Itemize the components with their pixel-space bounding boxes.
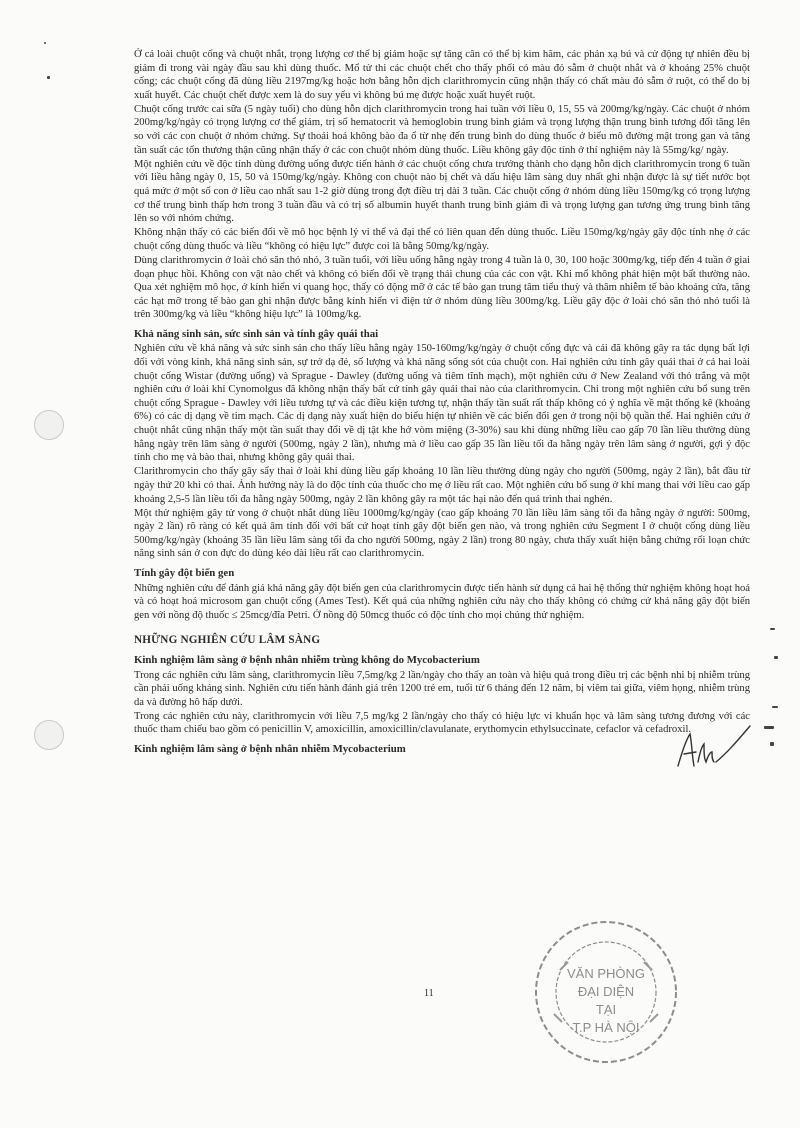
document-body (134, 48, 750, 758)
stamp-line: VĂN PHÒNG (566, 966, 646, 981)
subsection-heading-mycobacterium: Kinh nghiệm lâm sàng ở bệnh nhân nhiễm Mycobacterium (134, 743, 406, 755)
scan-speck (770, 742, 774, 746)
section-heading-clinical: NHỮNG NGHIÊN CỨU LÂM SÀNG (134, 634, 321, 647)
paragraph: Những nghiên cứu để đánh giá khả năng gây đột biến gen của clarithromycin được tiến hành sử dụng cả hai hệ thống thử nghiệm không hoạt hoá và có hoạt hoá microsom gan chuột cống (Ames Test). Kết quả của những nghiên cứu này cho thấy không có chứng cứ khả năng gây đột biến gen với nồng độ thuốc ≤ 25mcg/đĩa Petri. Ở nồng độ 50mcg thuốc có độc tính cho mọi chủng thử nghiệm. (134, 582, 750, 621)
office-stamp (532, 918, 680, 1066)
paragraph: Dùng clarithromycin ở loài chó săn thỏ nhỏ, 3 tuần tuổi, với liều uống hằng ngày trong 4 tuần là 0, 30, 100 hoặc 300mg/kg, tiếp đến 4 tuần ở giai đoạn phục hồi. Không con vật nào chết và không có biến đổi về trạng thái chung của các con vật. Khi mổ không phát hiện một bất thường nào. Qua xét nghiệm mô học, ở kính hiển vi quang học, thấy có động mỡ ở các tế bào gan trung tâm tiểu thuỳ và thâm nhiễm tế bào khoảng cửa, tăng các hạt mỡ trong tế bào gan ghi nhận được bằng kính hiển vi điện tử ở nhóm dùng liều 300mg/kg. Liều gây độc ở loài chó săn thỏ nhỏ tuổi là trên 300mg/kg và liều “không hiệu lực” là 100mg/kg. (134, 254, 750, 321)
paragraph: Trong các nghiên cứu này, clarithromycin với liều 7,5 mg/kg 2 lần/ngày cho thấy có hiệu lực vi khuẩn học và lâm sàng tương đương với các thuốc tham chiếu bao gồm có penicillin V, amoxicillin, amoxicillin/clavulanate, erythomycin ethylsuccinate, cefaclor và cefadroxil. (134, 710, 750, 736)
paragraph: Một nghiên cứu về độc tính dùng đường uống được tiến hành ở các chuột cống chưa trưởng thành cho dạng hỗn dịch clarithromycin trong 6 tuần với liều hằng ngày 0, 15, 50 và 150mg/kg/ngày. Không con chuột nào bị chết và dấu hiệu lâm sàng duy nhất ghi nhận được là sự tiết nước bọt quá mức ở một số con ở liều cao nhất sau 1-2 giờ dùng trong đợt điều trị dài 3 tuần. Các chuột cống ở nhóm dùng liều 150mg/kg có trọng lượng cơ thể trung bình thấp hơn trong 3 tuần đầu và có trị số albumin huyết thanh trung bình giảm đi và trọng lượng gan tương ứng trung bình tăng lên so với nhóm chứng. (134, 158, 750, 225)
handwritten-signature (672, 722, 752, 776)
paragraph: Nghiên cứu về khả năng và sức sinh sản cho thấy liều hằng ngày 150-160mg/kg/ngày ở chuột cống đực và cái đã không gây ra tác dụng bất lợi đối với vòng kinh, khả năng sinh sản, sự trở dạ đẻ, số lượng và khả năng sống sót của chuột con. Hai nghiên cứu tính gây quái thai ở cả hai loài chuột cống Wistar (đường uống) và Sprague - Dawley (đường uống và tiêm tĩnh mạch), một nghiên cứu ở New Zealand với thỏ trắng và một nghiên cứu ở loài khỉ Cynomolgus đã không nhận thấy bất cứ tính gây quái thai nào của clarithromycin. Chỉ trong một nghiên cứu bổ sung trên chuột cống Sprague - Dawley với liều tương tự và các điều kiện tương tự, nhận thấy tần suất rất thấp không có ý nghĩa về mặt thống kê (khoảng 6%) có các dị dạng về tim mạch. Các dị dạng này xuất hiện do biểu hiện tự nhiên về các biến đổi gen ở trong nội bộ quần thể. Hai nghiên cứu ở chuột nhắt cũng nhận thấy một tần suất thay đổi về dị tật khe hở vòm miệng (3-30%) sau khi dùng những liều cao gấp 70 lần liều thường dùng hằng ngày trên lâm sàng ở người (500mg, ngày 2 lần), nhưng mà ở liều cao gấp 35 lần liều tối đa hằng ngày trên lâm sàng ở người, gợi ý độc tính cho mẹ và bào thai, nhưng không gây quái thai. (134, 343, 750, 464)
section-heading-mutagenicity: Tính gây đột biến gen (134, 566, 235, 579)
binder-hole-top (34, 410, 64, 440)
scan-speck (774, 656, 778, 659)
paragraph: Ở cả loài chuột cống và chuột nhắt, trọng lượng cơ thể bị giảm hoặc sự tăng cân có thể bị kìm hãm, các phản xạ bú và cử động tự nhiên đều bị giảm đi trong vài ngày đầu sau khi dùng thuốc. Mổ tử thi các chuột chết cho thấy phổi có màu đỏ sẫm ở chuột nhắt và ở khoảng 25% chuột cống; các chuột cống đã dùng liều 2197mg/kg hoặc hơn bằng hỗn dịch clarithromycin cũng nhận thấy có chất màu đỏ sẫm ở ruột, có thể do bị xuất huyết. Các chuột chết được xem là do suy yếu vì không bú mẹ được hoặc xuất huyết ruột. (134, 49, 750, 101)
section-heading-fertility: Khả năng sinh sản, sức sinh sản và tính gây quái thai (134, 327, 379, 340)
paragraph: Trong các nghiên cứu lâm sàng, clarithromycin liều 7,5mg/kg 2 lần/ngày cho thấy an toàn và hiệu quả trong điều trị các bệnh nhi bị nhiễm trùng cần phải uống kháng sinh. Nghiên cứu tiến hành đánh giá trên 1200 trẻ em, tuổi từ 6 tháng đến 12 năm, bị viêm tai giữa, viêm họng, nhiễm trùng da và đường hô hấp dưới. (134, 669, 750, 708)
scan-speck (772, 706, 778, 708)
scan-speck (770, 628, 775, 630)
stamp-line: T.P HÀ NỘI (572, 1020, 640, 1035)
scan-speck (44, 42, 46, 44)
paragraph: Một thử nghiệm gây tử vong ở chuột nhắt dùng liều 1000mg/kg/ngày (cao gấp khoảng 70 lần liều lâm sàng tối đa hằng ngày ở người: 500mg, ngày 2 lần) rõ ràng có kết quả âm tính đối với bất cứ hoạt tính gây đột biến gen nào, và trong nghiên cứu Segment I ở chuột cống dùng liều 500mg/kg/ngày (khoảng 35 lần liều lâm sàng tối đa cho người 500mg, ngày 2 lần) trong 80 ngày, chưa thấy xuất hiện bằng chứng rối loạn chức năng sinh sản ở con đực do dùng kéo dài liều rất cao clarithromycin. (134, 507, 750, 560)
scan-speck (47, 76, 50, 79)
scan-speck (764, 726, 774, 729)
paragraph: Chuột cống trước cai sữa (5 ngày tuổi) cho dùng hỗn dịch clarithromycin trong hai tuần với liều 0, 15, 55 và 200mg/kg/ngày. Các chuột ở nhóm 200mg/kg/ngày có trọng lượng cơ thể giảm, trị số hematocrit và hemoglobin trung bình giảm và trọng lượng thận trung bình tương đối tăng lên so với các con chuột ở nhóm chứng. Sự thoái hoá không bào đa ổ từ nhẹ đến trung bình do dùng thuốc ở biểu mô đường mật trong gan và tăng tần suất các tổn thương thận cũng nhận thấy ở các con chuột nhóm dùng thuốc. Liều không gây độc tính ở thí nghiệm này là 55mg/kg/ ngày. (134, 103, 750, 156)
page-number: 11 (424, 988, 434, 999)
binder-hole-bottom (34, 720, 64, 750)
paragraph: Clarithromycin cho thấy gây sẩy thai ở loài khỉ dùng liều gấp khoảng 10 lần liều thường dùng ngày cho người (500mg, ngày 2 lần), bắt đầu từ ngày thứ 20 khi có thai. Ảnh hưởng này là do độc tính của thuốc cho mẹ ở liều rất cao. Một nghiên cứu bổ sung ở khỉ mang thai với liều cao gấp khoảng 2,5-5 lần liều tối đa hằng ngày 500mg, ngày 2 lần không gây ra một tác hại nào đến quá trình thai nghén. (134, 466, 750, 505)
stamp-line: TẠI (595, 1002, 617, 1017)
paragraph: Không nhận thấy có các biến đổi về mô học bệnh lý vi thể và đại thể có liên quan đến dùng thuốc. Liều 150mg/kg/ngày gây độc tính nhẹ ở các chuột cống dùng thuốc và liều “không có hiệu lực” được coi là bằng 50mg/kg/ngày. (134, 227, 750, 252)
subsection-heading-non-mycobacterium: Kinh nghiệm lâm sàng ở bệnh nhân nhiễm trùng không do Mycobacterium (134, 653, 480, 666)
stamp-line: ĐẠI DIỆN (577, 984, 635, 999)
